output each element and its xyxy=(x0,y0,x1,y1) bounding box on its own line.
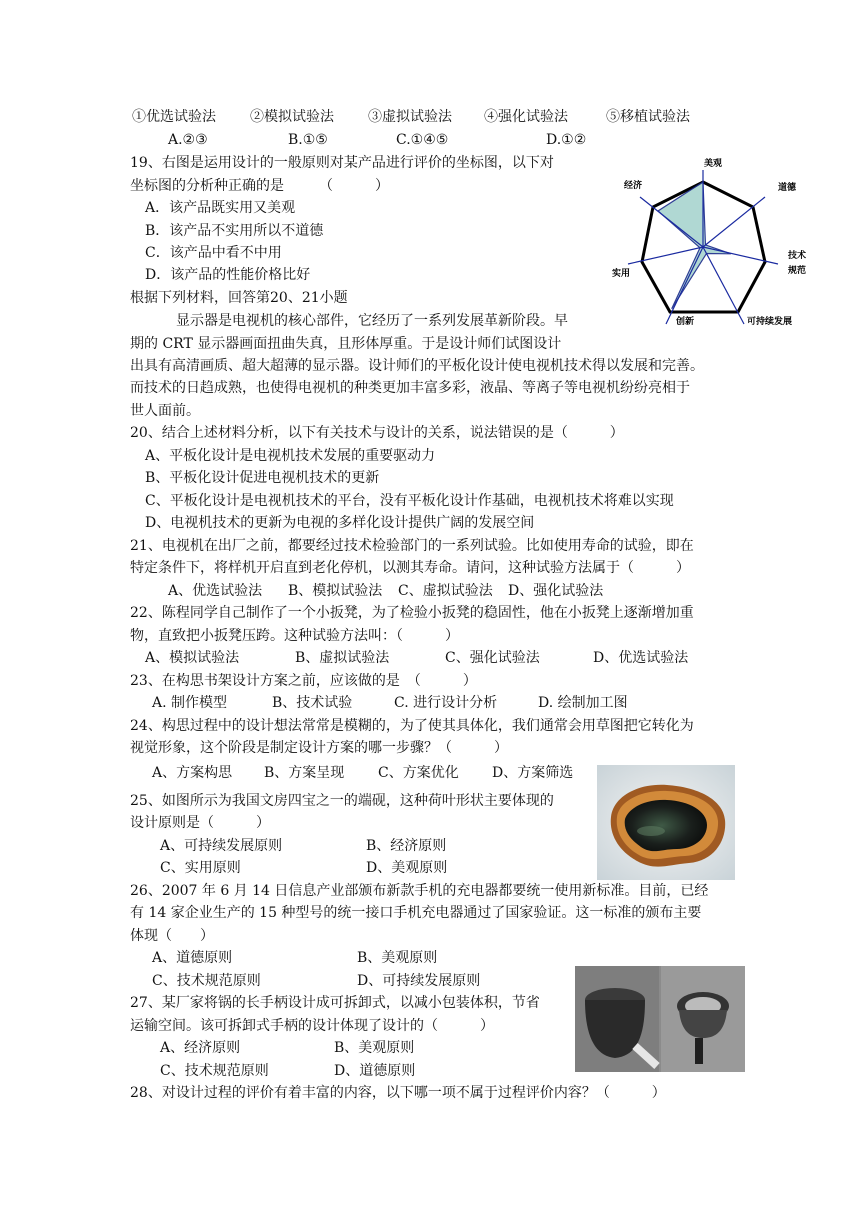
q25-option-d: D、美观原则 xyxy=(366,860,448,876)
q27-option-d: D、道德原则 xyxy=(334,1063,416,1079)
q24-stem-line1: 24、构思过程中的设计想法常常是模糊的，为了使其具体化，我们通常会用草图把它转化为 xyxy=(130,718,694,734)
q27-stem-line2: 运输空间。该可拆卸式手柄的设计体现了设计的（ ） xyxy=(130,1018,494,1034)
q19-option-b: B．该产品不实用所以不道德 xyxy=(145,223,324,239)
q20-option-b: B、平板化设计促进电视机技术的更新 xyxy=(145,470,380,486)
q25-option-a: A、可持续发展原则 xyxy=(160,838,283,854)
q27-option-b: B、美观原则 xyxy=(334,1040,415,1056)
q22-stem-line1: 22、陈程同学自己制作了一个小扳凳，为了检验小扳凳的稳固性，他在小扳凳上逐渐增加重 xyxy=(130,605,694,621)
method-3: ③虚拟试验法 xyxy=(368,109,452,125)
q20-stem: 20、结合上述材料分析，以下有关技术与设计的关系，说法错误的是（ ） xyxy=(130,425,624,441)
q25-stem-line2: 设计原则是（ ） xyxy=(130,815,270,831)
method-2: ②模拟试验法 xyxy=(250,109,334,125)
option-c: C、方案优化 xyxy=(378,765,459,781)
material-intro: 根据下列材料，回答第20、21小题 xyxy=(130,290,348,306)
pot-photos xyxy=(575,966,745,1072)
option-a: A. 制作模型 xyxy=(152,695,228,711)
q28-stem: 28、对设计过程的评价有着丰富的内容，以下哪一项不属于过程评价内容？（ ） xyxy=(130,1085,666,1101)
q25-option-c: C、实用原则 xyxy=(160,860,241,876)
option-c: C.①④⑤ xyxy=(396,132,449,148)
chart-spokes xyxy=(628,170,778,324)
option-b: B、技术试验 xyxy=(272,695,353,711)
q20-option-a: A、平板化设计是电视机技术发展的重要驱动力 xyxy=(145,448,436,464)
q26-option-b: B、美观原则 xyxy=(357,950,438,966)
option-d: D、方案筛选 xyxy=(492,765,574,781)
label-tech: 技术 xyxy=(788,251,807,261)
label-moral: 道德 xyxy=(778,183,797,193)
q25-option-b: B、经济原则 xyxy=(366,838,447,854)
label-economy: 经济 xyxy=(624,181,643,191)
q21-stem-line2: 特定条件下，将样机开启直到老化停机，以测其寿命。请问，这种试验方法属于（ ） xyxy=(130,560,690,576)
q22-stem-line2: 物，直致把小扳凳压跨。这种试验方法叫：（ ） xyxy=(130,628,459,644)
label-sustainable: 可持续发展 xyxy=(747,317,793,327)
material-line3: 出具有高清画质、超大超薄的显示器。设计师们的平板化设计使电视机技术得以发展和完善。 xyxy=(130,358,704,374)
q23-stem: 23、在构思书架设计方案之前，应该做的是 （ ） xyxy=(130,673,477,689)
chart-value-area xyxy=(658,182,731,309)
q21-stem-line1: 21、电视机在出厂之前，都要经过技术检验部门的一系列试验。比如使用寿命的试验，即在 xyxy=(130,538,694,554)
q26-stem-line2: 有 14 家企业生产的 15 种型号的统一接口手机充电器通过了国家验证。这一标准的颁布主要 xyxy=(130,905,702,921)
material-line2: 期的 CRT 显示器画面扭曲失真，且形体厚重。于是设计师们试图设计 xyxy=(130,336,562,352)
q24-stem-line2: 视觉形象，这个阶段是制定设计方案的哪一步骤？（ ） xyxy=(130,740,508,756)
option-c: C. 进行设计分析 xyxy=(394,695,498,711)
q27-option-c: C、技术规范原则 xyxy=(160,1063,269,1079)
option-d: D、强化试验法 xyxy=(508,583,604,599)
q26-option-d: D、可持续发展原则 xyxy=(357,973,481,989)
q18-methods-row xyxy=(132,107,690,127)
q19-stem-line1: 19、右图是运用设计的一般原则对某产品进行评价的坐标图，以下对 xyxy=(130,155,554,171)
q21-options xyxy=(168,581,648,601)
label-practical: 实用 xyxy=(612,269,631,279)
option-c: C、强化试验法 xyxy=(445,650,540,666)
option-d: D、优选试验法 xyxy=(593,650,689,666)
q26-option-c: C、技术规范原则 xyxy=(152,973,261,989)
q19-option-d: D．该产品的性能价格比好 xyxy=(145,267,311,283)
q26-stem-line1: 26、2007 年 6 月 14 日信息产业部颁布新款手机的充电器都要统一使用新标准。目前，已经 xyxy=(130,883,709,899)
material-line4: 而技术的日趋成熟，也使得电视机的种类更加丰富多彩，液晶、等离子等电视机纷纷亮相于 xyxy=(130,380,690,396)
q19-option-a: A．该产品既实用又美观 xyxy=(145,200,296,216)
q27-option-a: A、经济原则 xyxy=(160,1040,241,1056)
option-b: B、虚拟试验法 xyxy=(295,650,390,666)
option-b: B、模拟试验法 xyxy=(288,583,383,599)
option-b: B、方案呈现 xyxy=(264,765,345,781)
option-a: A.②③ xyxy=(168,132,208,148)
option-b: B.①⑤ xyxy=(288,132,328,148)
option-d: D.①② xyxy=(546,132,587,148)
option-a: A、方案构思 xyxy=(152,765,233,781)
inkstone-image xyxy=(597,765,735,880)
method-4: ④强化试验法 xyxy=(484,109,568,125)
q26-stem-line3: 体现（ ） xyxy=(130,928,214,944)
method-1: ①优选试验法 xyxy=(132,109,216,125)
q20-option-d: D、电视机技术的更新为电视的多样化设计提供广阔的发展空间 xyxy=(145,515,535,531)
q24-options xyxy=(152,763,602,783)
q19-stem-line2: 坐标图的分析种正确的是 （ ） xyxy=(130,178,389,194)
material-line1: 显示器是电视机的核心部件，它经历了一系列发展革新阶段。早 xyxy=(176,313,568,329)
q23-options xyxy=(152,693,652,713)
option-c: C、虚拟试验法 xyxy=(398,583,493,599)
option-a: A、优选试验法 xyxy=(168,583,263,599)
evaluation-radar-chart xyxy=(610,152,810,332)
method-5: ⑤移植试验法 xyxy=(606,109,690,125)
option-d: D. 绘制加工图 xyxy=(538,695,628,711)
q26-option-a: A、道德原则 xyxy=(152,950,233,966)
material-line5: 世人面前。 xyxy=(130,403,200,419)
label-spec: 规范 xyxy=(788,266,807,276)
label-aesthetic: 美观 xyxy=(704,159,723,169)
q25-stem-line1: 25、如图所示为我国文房四宝之一的端砚，这种荷叶形状主要体现的 xyxy=(130,793,554,809)
q22-options xyxy=(145,648,725,668)
q27-stem-line1: 27、某厂家将锅的长手柄设计成可拆卸式，以减小包装体积，节省 xyxy=(130,995,540,1011)
option-a: A、模拟试验法 xyxy=(145,650,240,666)
label-innovation: 创新 xyxy=(676,317,695,327)
q19-option-c: C．该产品中看不中用 xyxy=(145,245,282,261)
q20-option-c: C、平板化设计是电视机技术的平台，没有平板化设计作基础，电视机技术将难以实现 xyxy=(145,493,674,509)
q18-options xyxy=(168,130,628,150)
